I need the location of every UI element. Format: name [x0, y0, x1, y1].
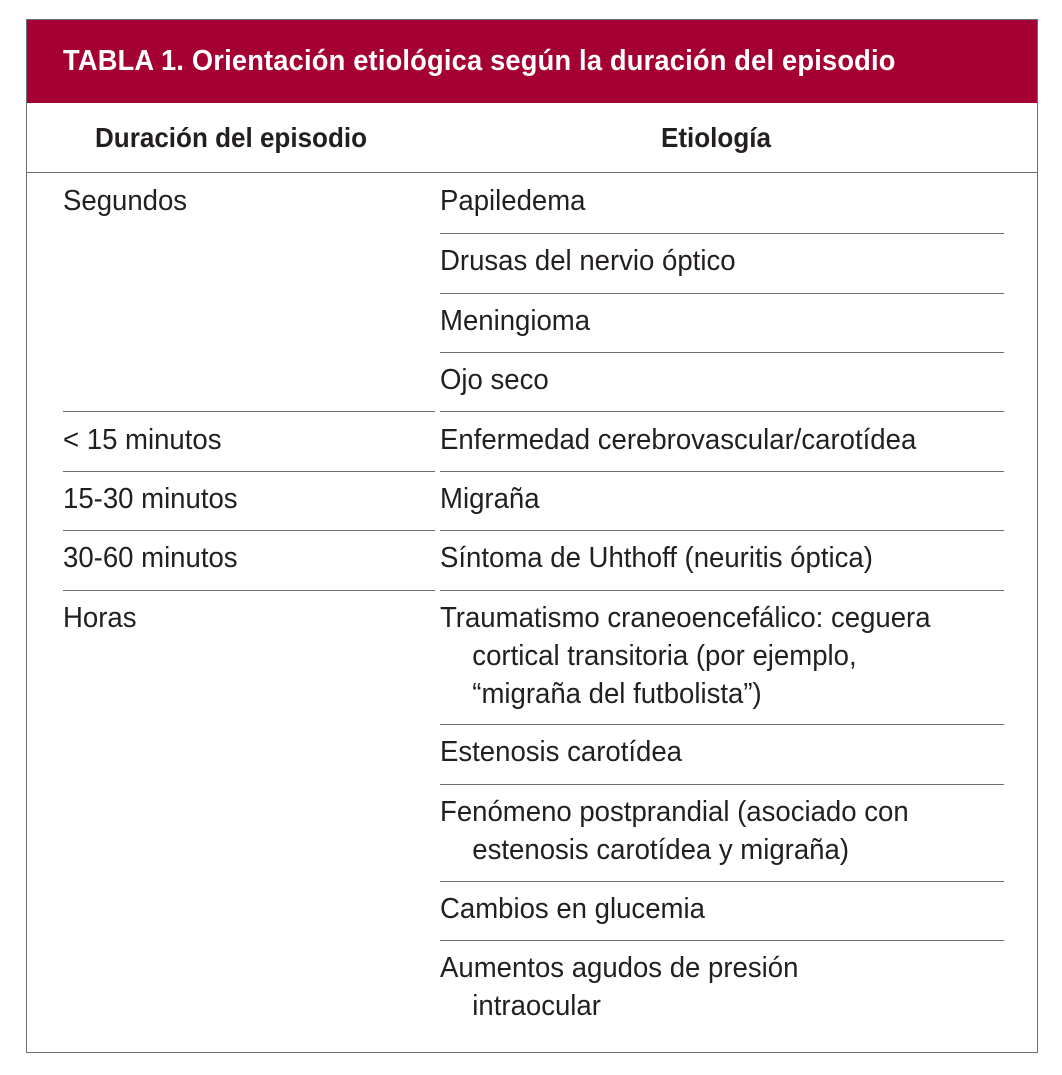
etiology-aumentos-presion-line-2: intraocular [472, 990, 601, 1022]
duration-30-60-minutos: 30-60 minutos [63, 542, 238, 574]
etiology-cambios-glucemia: Cambios en glucemia [440, 893, 705, 925]
duration-15-30-minutos: 15-30 minutos [63, 483, 238, 515]
table-header-row [27, 103, 1037, 173]
etiology-traumatismo-line-1: Traumatismo craneoencefálico: ceguera [440, 602, 931, 634]
etiology-aumentos-presion-line-1: Aumentos agudos de presión [440, 952, 799, 984]
row-divider [440, 352, 1004, 353]
table-title-bar [27, 20, 1037, 103]
etiology-migrana: Migraña [440, 483, 540, 515]
etiology-fenomeno-line-1: Fenómeno postprandial (asociado con [440, 796, 909, 828]
etiology-ojo-seco: Ojo seco [440, 364, 549, 396]
etiology-papiledema: Papiledema [440, 185, 586, 217]
duration-lt-15-minutos: < 15 minutos [63, 424, 222, 456]
etiology-meningioma: Meningioma [440, 305, 591, 337]
row-divider [440, 530, 1004, 531]
header-etiology: Etiología [661, 122, 771, 153]
row-divider [440, 881, 1004, 882]
etiology-fenomeno-line-2: estenosis carotídea y migraña) [472, 834, 850, 866]
row-divider [440, 784, 1004, 785]
row-divider [440, 940, 1004, 941]
row-divider [440, 724, 1004, 725]
row-divider [440, 471, 1004, 472]
etiology-traumatismo-line-3: “migraña del futbolista”) [472, 678, 762, 710]
row-divider [440, 411, 1004, 412]
duration-horas: Horas [63, 602, 137, 634]
row-divider [63, 471, 435, 472]
etiology-drusas: Drusas del nervio óptico [440, 245, 736, 277]
etiology-uhthoff: Síntoma de Uhthoff (neuritis óptica) [440, 542, 873, 574]
table-title: TABLA 1. Orientación etiológica según la duración del episodio [63, 45, 896, 77]
header-duration: Duración del episodio [95, 122, 368, 153]
row-divider [440, 590, 1004, 591]
duration-segundos: Segundos [63, 185, 188, 217]
row-divider [63, 411, 435, 412]
etiology-enfermedad-cerebrovascular: Enfermedad cerebrovascular/carotídea [440, 424, 917, 456]
etiology-table [26, 19, 1038, 1053]
row-divider [63, 530, 435, 531]
etiology-estenosis-carotidea: Estenosis carotídea [440, 736, 682, 768]
row-divider [440, 293, 1004, 294]
row-divider [63, 590, 435, 591]
etiology-traumatismo-line-2: cortical transitoria (por ejemplo, [472, 640, 857, 672]
row-divider [440, 233, 1004, 234]
